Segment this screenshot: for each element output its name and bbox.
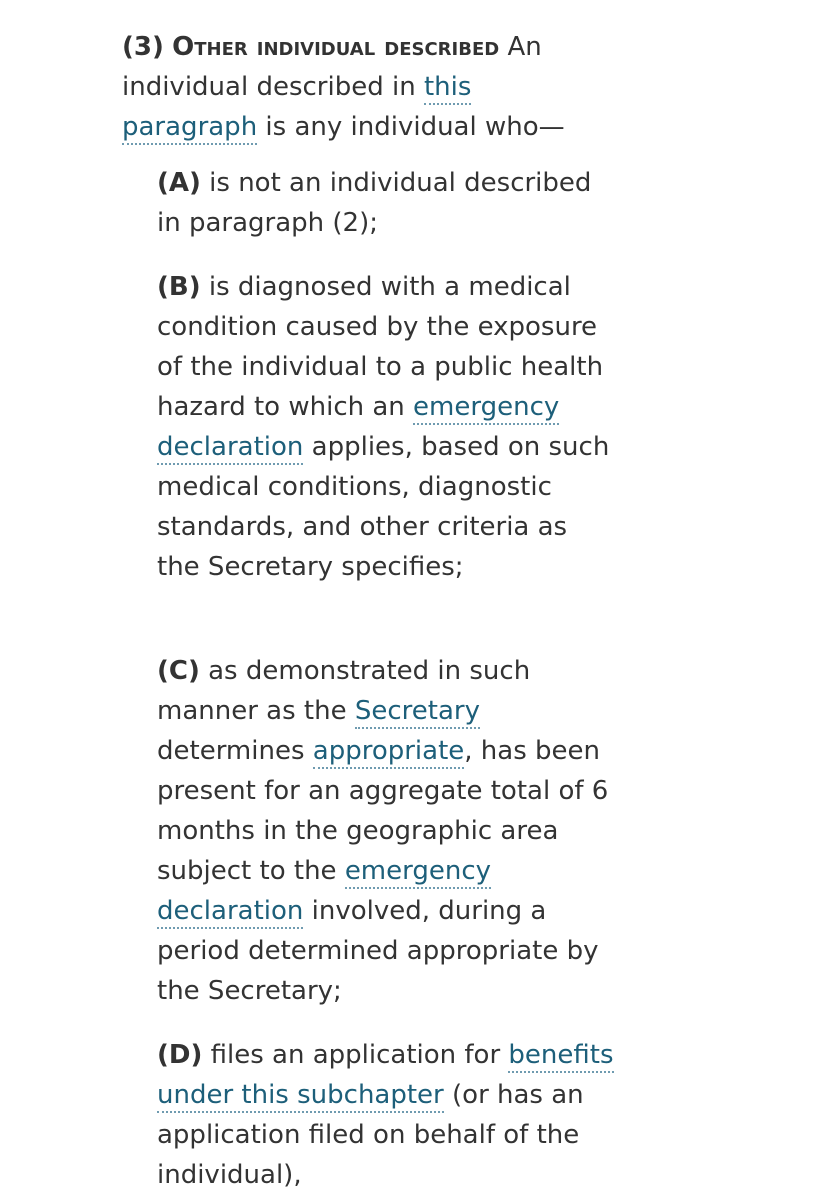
this-paragraph-link[interactable]: this paragraph xyxy=(122,72,471,145)
paragraph-text-intro: An individual described in xyxy=(122,32,542,102)
paragraph-number: (3) xyxy=(122,32,164,62)
emergency-declaration-link-2[interactable]: emergency declaration xyxy=(157,856,491,929)
clause-b-text-2: applies, based on such medical conditions, diagnostic standards, and other criteria as the Secretary specifies; xyxy=(157,432,610,582)
clause-c-label: (C) xyxy=(157,656,200,686)
clause-b xyxy=(157,267,617,587)
clause-a xyxy=(157,163,617,243)
clause-c-text-4: involved, during a period determined appropriate by the Secretary; xyxy=(157,896,599,1006)
benefits-link[interactable]: benefits under this subchapter xyxy=(157,1040,614,1113)
clause-c-text-3: , has been present for an aggregate total of 6 months in the geographic area subject to the xyxy=(157,736,609,886)
paragraph-text-after: is any individual who— xyxy=(257,112,565,142)
clause-c xyxy=(157,651,617,1011)
clause-b-text-1: is diagnosed with a medical condition caused by the exposure of the individual to a public health hazard to which an xyxy=(157,272,604,422)
paragraph-3 xyxy=(122,27,602,147)
secretary-link[interactable]: Secretary xyxy=(355,696,480,729)
appropriate-link[interactable]: appropriate xyxy=(313,736,465,769)
emergency-declaration-link[interactable]: emergency declaration xyxy=(157,392,559,465)
clause-a-text: is not an individual described in paragraph (2); xyxy=(157,168,592,238)
clause-d xyxy=(157,1035,617,1195)
clause-b-label: (B) xyxy=(157,272,201,302)
clause-c-text-1: as demonstrated in such manner as the xyxy=(157,656,531,726)
clause-a-label: (A) xyxy=(157,168,201,198)
clause-d-label: (D) xyxy=(157,1040,203,1070)
clause-d-text-1: files an application for xyxy=(202,1040,509,1070)
clause-d-text-2: (or has an application filed on behalf of the individual), xyxy=(157,1080,584,1190)
clause-c-text-2: determines xyxy=(157,736,313,766)
paragraph-heading: Other individual described xyxy=(172,32,500,62)
